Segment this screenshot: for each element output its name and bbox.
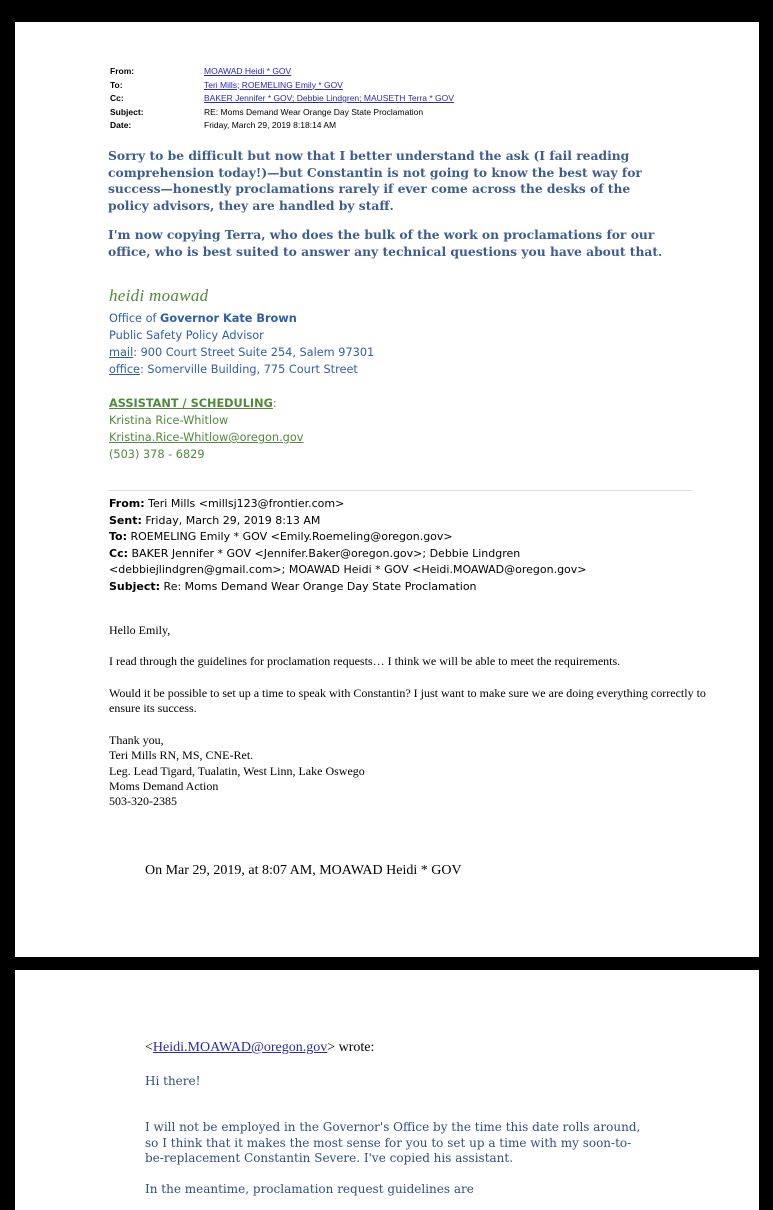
date-value: Friday, March 29, 2019 8:18:14 AM: [204, 120, 337, 130]
wrote-text: > wrote:: [327, 1040, 375, 1055]
assistant-name: Kristina Rice-Whitlow: [109, 414, 229, 427]
from-label: From:: [110, 66, 135, 76]
quoted-wrote-line: [145, 1040, 374, 1056]
assistant-block: [109, 395, 303, 463]
teri-signature-2: Leg. Lead Tigard, Tualatin, West Linn, Lake Oswego: [109, 763, 365, 778]
teri-signature-1: Teri Mills RN, MS, CNE-Ret.: [109, 748, 254, 763]
cc-link-2[interactable]: Debbie Lindgren: [296, 93, 360, 103]
signature-mail: [109, 344, 374, 361]
forwarded-subject-label: Subject:: [109, 579, 161, 593]
signature-office: [109, 310, 374, 327]
wrote-open-bracket: <: [145, 1040, 153, 1055]
to-link-2[interactable]: ROEMELING Emily * GOV: [241, 79, 343, 90]
signature-office-location: [109, 361, 374, 378]
office-address: : Somerville Building, 775 Court Street: [140, 363, 358, 376]
subject-value: RE: Moms Demand Wear Orange Day State Proclamation: [204, 106, 424, 117]
forwarded-subject: [109, 579, 709, 596]
mail-address: : 900 Court Street Suite 254, Salem 97301: [133, 346, 375, 359]
assistant-heading-text: ASSISTANT / SCHEDULING: [109, 397, 273, 410]
subject-label: Subject:: [110, 106, 144, 117]
forwarded-to: [109, 529, 709, 546]
forwarded-sent-label: Sent:: [109, 513, 142, 527]
forwarded-cc-label: Cc:: [109, 546, 128, 560]
from-link[interactable]: MOAWAD Heidi * GOV: [204, 66, 292, 76]
document-page-1: [15, 22, 759, 957]
assistant-email-link[interactable]: Kristina.Rice-Whitlow@oregon.gov: [109, 431, 304, 444]
teri-signature-4: 503-320-2385: [109, 794, 177, 809]
cc-link-3[interactable]: MAUSETH Terra * GOV: [363, 93, 454, 103]
quoted-greeting: Hi there!: [145, 1074, 201, 1088]
office-prefix: Office of: [109, 312, 161, 325]
forwarded-to-value: ROEMELING Emily * GOV <Emily.Roemeling@oregon.gov>: [127, 530, 453, 543]
forwarded-from-value: Teri Mills <millsj123@frontier.com>: [144, 497, 345, 510]
date-label: Date:: [110, 120, 132, 130]
assistant-heading: [109, 395, 303, 412]
heidi-email-link[interactable]: Heidi.MOAWAD@oregon.gov: [152, 1040, 328, 1055]
cc-label: Cc:: [110, 93, 124, 103]
thanks-line: Thank you,: [109, 733, 164, 747]
assistant-phone: (503) 378 - 6829: [109, 448, 205, 461]
office-label[interactable]: office: [109, 363, 140, 376]
forwarded-cc-continued: <debbiejlindgren@gmail.com>; MOAWAD Heidi * GOV <Heidi.MOAWAD@oregon.gov>: [109, 563, 587, 576]
quoted-paragraph-1: I will not be employed in the Governor's Office by the time this date rolls around, so I think that it makes the most sense for you to set up a time with my soon-to-be-replacement Constantin Severe. I've copied his assistant.: [145, 1120, 641, 1165]
forwarded-from: [109, 496, 709, 513]
teri-signoff: [109, 733, 709, 809]
signature-title: Public Safety Policy Advisor: [109, 329, 264, 342]
forwarded-subject-value: Re: Moms Demand Wear Orange Day State Proclamation: [160, 579, 477, 593]
mail-label[interactable]: mail: [109, 346, 134, 359]
office-name: Governor Kate Brown: [160, 312, 297, 325]
forwarded-sent-value: Friday, March 29, 2019 8:13 AM: [141, 513, 321, 527]
teri-paragraph-2: Would it be possible to set up a time to speak with Constantin? I just want to make sure we are doing everything correctly to ensure its success.: [109, 686, 706, 715]
reply-paragraph-1: Sorry to be difficult but now that I better understand the ask (I fail reading comprehension today!)—but Constantin is not going to know the best way for success—honestly proclamations rarely if ever come across the desks of the policy advisors, they are handled by staff.: [108, 148, 642, 213]
forwarded-cc-value-1: BAKER Jennifer * GOV <Jennifer.Baker@oregon.gov>; Debbie Lindgren: [128, 546, 521, 560]
forwarded-cc: [109, 546, 709, 563]
greeting: Hello Emily,: [109, 623, 171, 637]
signature-name: heidi moawad: [109, 286, 209, 305]
to-label: To:: [110, 79, 123, 90]
to-separator: ;: [237, 79, 242, 90]
document-page-2: [15, 970, 759, 1210]
cc-separator-1: ;: [292, 93, 297, 103]
assistant-heading-colon: :: [272, 397, 277, 410]
teri-paragraph-1: I read through the guidelines for proclamation requests… I think we will be able to meet the requirements.: [109, 654, 621, 668]
separator-line: [109, 490, 692, 491]
forwarded-header: [109, 496, 709, 595]
email-header: [110, 65, 454, 133]
quoted-paragraph-2: In the meantime, proclamation request guidelines are: [145, 1182, 474, 1196]
teri-signature-3: Moms Demand Action: [109, 778, 219, 793]
cc-link-1[interactable]: BAKER Jennifer * GOV: [204, 93, 293, 103]
cc-separator-2: ;: [359, 93, 364, 103]
signature-block: [109, 310, 374, 378]
to-link-1[interactable]: Teri Mills: [204, 79, 238, 90]
forwarded-to-label: To:: [109, 530, 127, 543]
quoted-intro: On Mar 29, 2019, at 8:07 AM, MOAWAD Heidi * GOV: [145, 863, 462, 878]
forwarded-from-label: From:: [109, 497, 145, 510]
forwarded-sent: [109, 513, 709, 530]
reply-paragraph-2: I'm now copying Terra, who does the bulk of the work on proclamations for our office, who is best suited to answer any technical questions you have about that.: [108, 227, 663, 259]
